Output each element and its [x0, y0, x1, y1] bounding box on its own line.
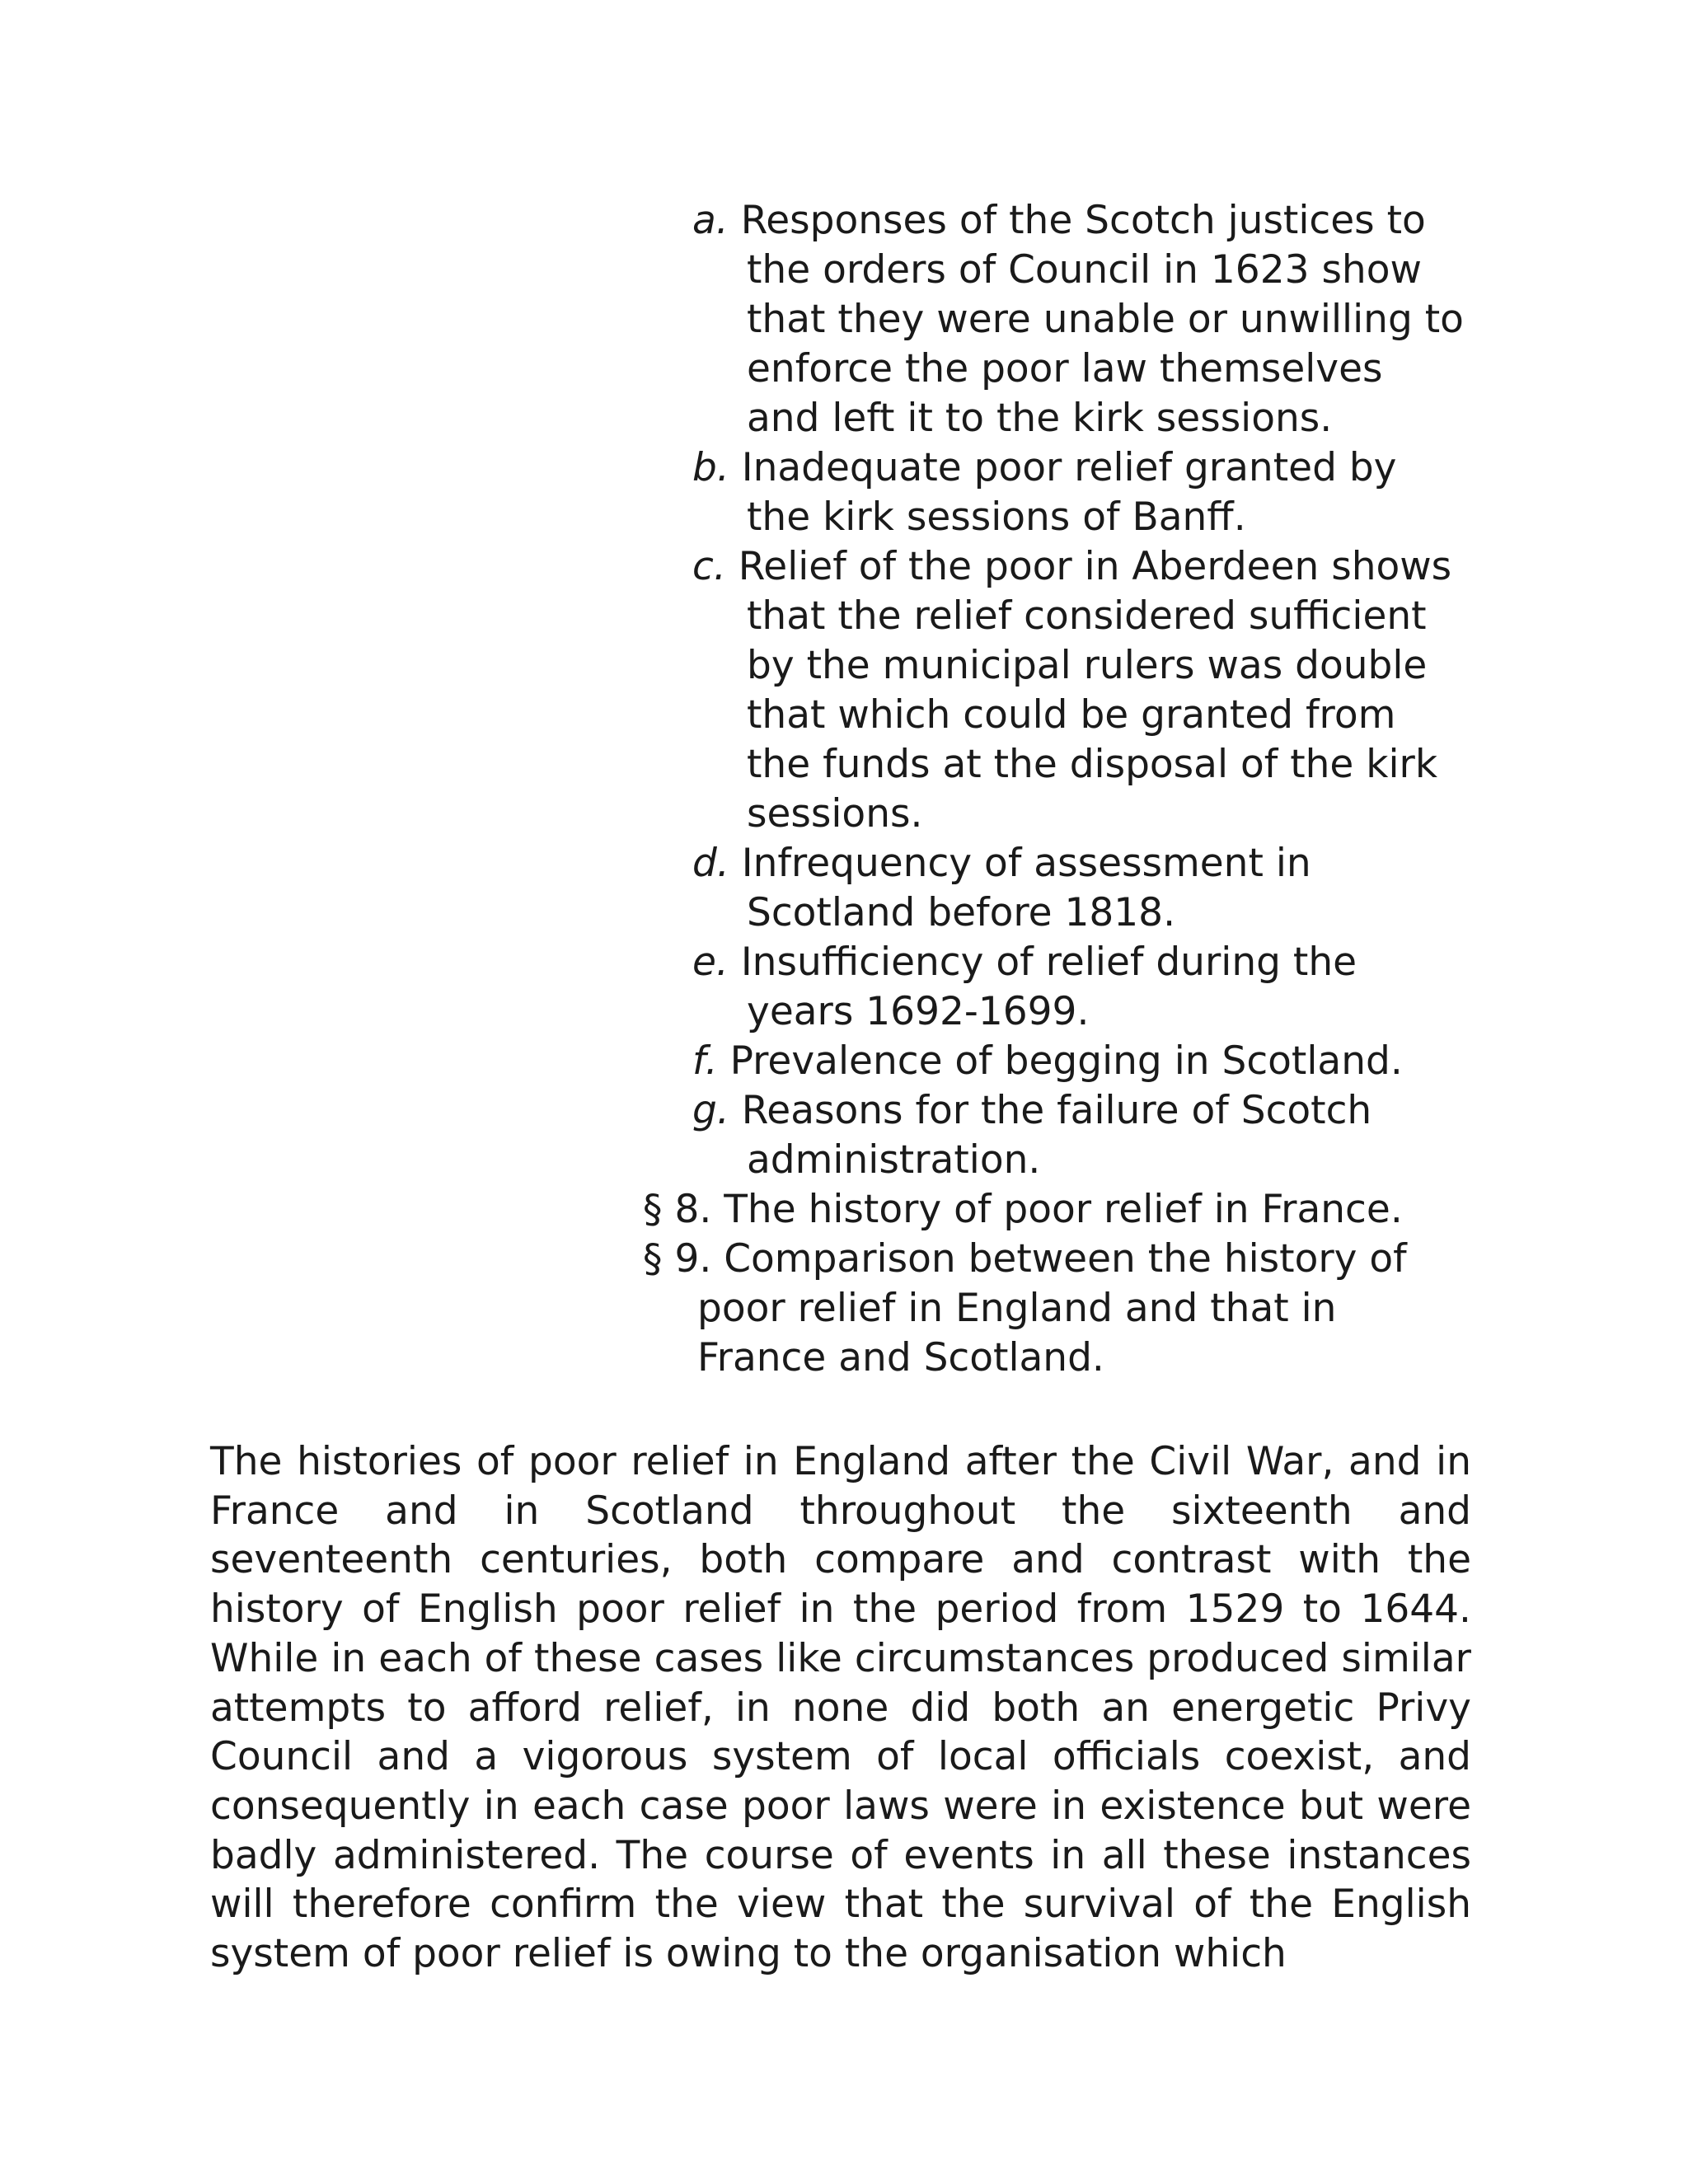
toc-subentry-e — [692, 938, 1467, 1037]
toc-entry-text: Insufficiency of relief during the years 1692-1699. — [740, 940, 1357, 1034]
toc-section-8: § 8. The history of poor relief in France. — [643, 1187, 1403, 1232]
toc-subentry-g — [692, 1086, 1467, 1185]
toc-entry-text: Reasons for the failure of Scotch administration. — [741, 1088, 1372, 1183]
toc-section-9: § 9. Comparison between the history of poor relief in England and that in France and Scotland. — [643, 1236, 1407, 1380]
toc-subentry-f — [692, 1037, 1467, 1086]
toc-letter: e. — [692, 940, 729, 985]
toc-letter: g. — [692, 1088, 729, 1133]
toc-letter: f. — [692, 1038, 718, 1084]
toc-letter: b. — [692, 445, 729, 490]
toc-subentry-a — [692, 196, 1467, 443]
toc-entry-text: Prevalence of begging in Scotland. — [729, 1038, 1403, 1084]
toc-letter: d. — [692, 841, 729, 886]
toc-entry-text: Infrequency of assessment in Scotland before 1818. — [741, 841, 1311, 935]
toc-entry-text: Responses of the Scotch justices to the orders of Council in 1623 show that they were unable or unwilling to enforce the poor law themselves and left it to the kirk sessions. — [740, 198, 1464, 441]
toc-subentry-c — [692, 542, 1467, 839]
toc-entry-text: Relief of the poor in Aberdeen shows that the relief considered sufficient by the municipal rulers was double that which could be granted from the funds at the disposal of the kirk sessions. — [738, 544, 1452, 837]
toc-entry-text: Inadequate poor relief granted by the kirk sessions of Banff. — [741, 445, 1397, 540]
toc-subentry-d — [692, 839, 1467, 938]
body-paragraph: The histories of poor relief in England after the Civil War, and in France and in Scotland throughout the sixteenth and seventeenth centuries, both compare and contrast with the history of English poor relief in the period from 1529 to 1644. While in each of these cases like circumstances produced similar attempts to afford relief, in none did both an energetic Privy Council and a vigorous system of local officials coexist, and consequently in each case poor laws were in existence but were badly administered. The course of events in all these instances will therefore confirm the view that the survival of the English system of poor relief is owing to the organisation which — [210, 1439, 1471, 1977]
toc-subentry-b — [692, 443, 1467, 542]
toc-letter: a. — [692, 198, 729, 243]
toc-letter: c. — [692, 544, 726, 589]
table-of-contents — [643, 196, 1467, 1383]
